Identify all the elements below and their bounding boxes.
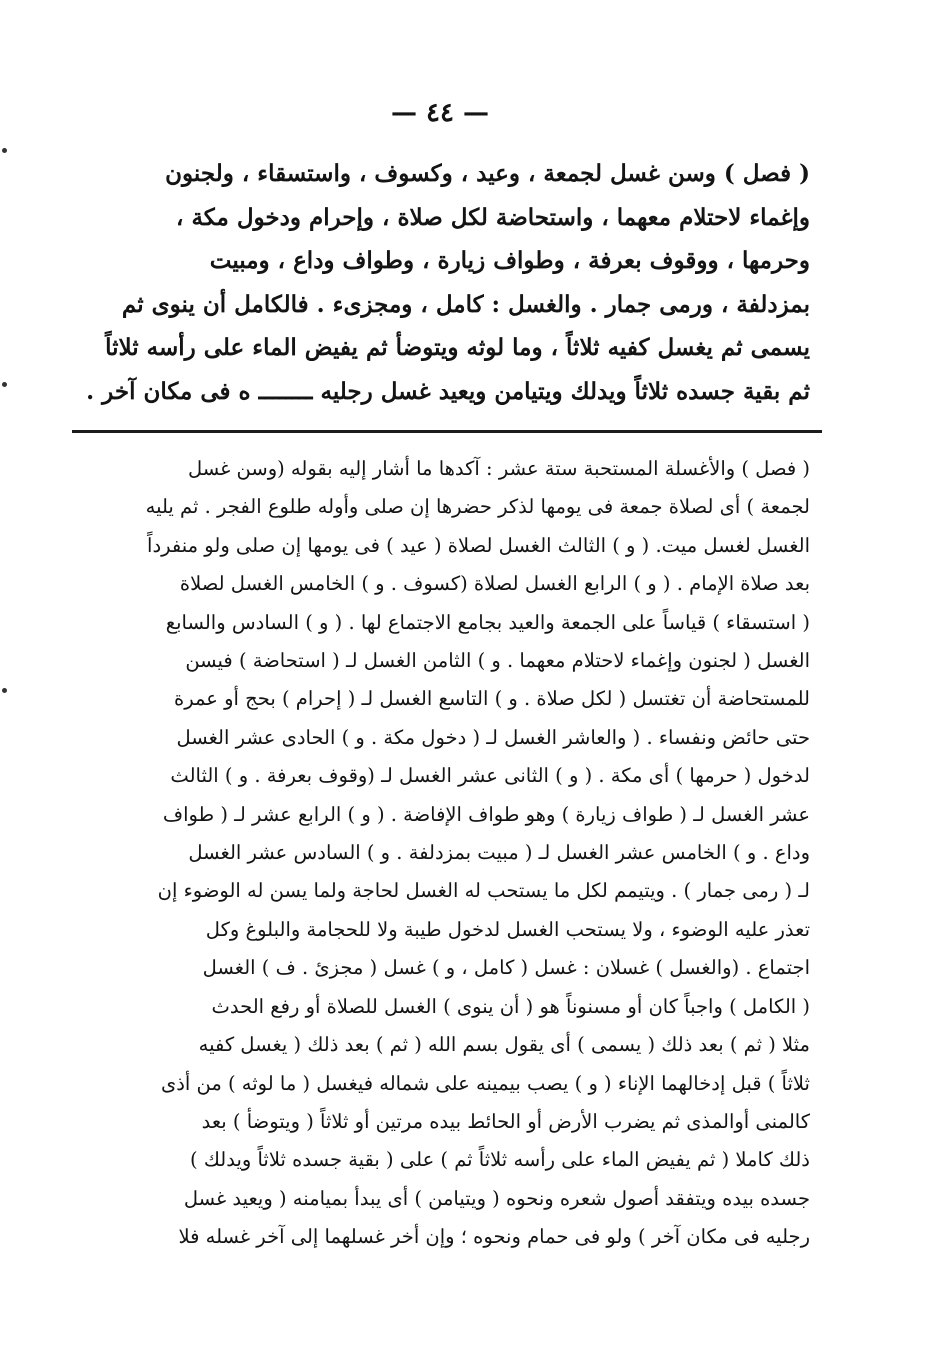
main-text-line: يسمى ثم يغسل كفيه ثلاثاً ، وما لوثه ويتوضأ ثم يفيض الماء على رأسه ثلاثاً — [105, 334, 810, 361]
commentary-line: ثلاثاً ) قبل إدخالهما الإناء ( و ) يصب بيمينه على شماله فيغسل ( ما لوثه ) من أذى — [160, 1071, 810, 1095]
page-number: — ٤٤ — — [390, 98, 490, 128]
margin-mark — [2, 382, 7, 387]
commentary-line: لـ ( رمى جمار ) . ويتيمم لكل ما يستحب له الغسل لحاجة ولما يسن له الوضوء إن — [157, 879, 810, 903]
commentary-line: جسده بيده ويتفقد أصول شعره ونحوه ( ويتيامن ) أى يبدأ بميامنه ( ويعيد غسل — [183, 1186, 810, 1210]
commentary-line: الغسل ( لجنون وإغماء لاحتلام معهما . و ) الثامن الغسل لـ ( استحاضة ) فيسن — [185, 649, 810, 673]
commentary-line: لجمعة ) أى لصلاة جمعة فى يومها لذكر حضرها إن صلى وأوله طلوع الفجر . ثم يليه — [145, 495, 810, 519]
section-divider — [72, 430, 822, 433]
commentary-line: وداع . و ) الخامس عشر الغسل لـ ( مبيت بمزدلفة . و ) السادس عشر الغسل — [188, 841, 810, 865]
commentary-block — [78, 450, 810, 1257]
commentary-line: ( فصل ) والأغسلة المستحبة ستة عشر : آكدها ما أشار إليه بقوله (وسن غسل — [187, 457, 810, 480]
main-text-line: ( فصل ) وسن غسل لجمعة ، وعيد ، وكسوف ، واستسقاء ، ولجنون — [165, 160, 810, 187]
main-text-block — [78, 152, 810, 413]
commentary-line: للمستحاضة أن تغتسل ( لكل صلاة . و ) التاسع الغسل لـ ( إحرام ) بحج أو عمرة — [174, 687, 810, 711]
commentary-line: عشر الغسل لـ ( طواف زيارة ) وهو طواف الإفاضة . ( و ) الرابع عشر لـ ( طواف — [162, 802, 810, 826]
commentary-line: مثلا ( ثم ) بعد ذلك ( يسمى ) أى يقول بسم الله ( ثم ) بعد ذلك ( يغسل كفيه — [198, 1033, 810, 1057]
commentary-line: اجتماع . (والغسل ) غسلان : غسل ( كامل ، و ) غسل ( مجزئ . ف ) الغسل — [202, 956, 810, 980]
commentary-line: ذلك كاملا ( ثم يفيض الماء على رأسه ثلاثاً ثم ) على ( بقية جسده ثلاثاً ويدلك ) — [190, 1148, 810, 1172]
main-text-line: وحرمها ، ووقوف بعرفة ، وطواف زيارة ، وطواف وداع ، ومبيت — [209, 247, 810, 274]
margin-mark — [2, 688, 7, 693]
commentary-line: كالمنى أوالمذى ثم يضرب الأرض أو الحائط بيده مرتين أو ثلاثاً ( ويتوضأ ) بعد — [201, 1109, 810, 1133]
commentary-line: حتى حائض ونفساء . ( والعاشر الغسل لـ ( دخول مكة . و ) الحادى عشر الغسل — [176, 725, 810, 749]
commentary-line: بعد صلاة الإمام . ( و ) الرابع الغسل لصلاة (كسوف . و ) الخامس الغسل لصلاة — [179, 572, 810, 596]
margin-mark — [2, 148, 7, 153]
main-text-line: ثم بقية جسده ثلاثاً ويدلك ويتيامن ويعيد غسل رجليه ــــــــ ه فى مكان آخر . — [86, 377, 810, 405]
commentary-line: الغسل لغسل ميت. ( و ) الثالث الغسل لصلاة ( عيد ) فى يومها إن صلى ولو منفرداً — [147, 533, 810, 557]
commentary-line: لدخول ( حرمها ) أى مكة . ( و ) الثانى عشر الغسل لـ (وقوف بعرفة . و ) الثالث — [170, 764, 810, 788]
main-text-line: بمزدلفة ، ورمى جمار . والغسل : كامل ، ومجزىء . فالكامل أن ينوى ثم — [121, 290, 810, 318]
commentary-line: تعذر عليه الوضوء ، ولا يستحب الغسل لدخول طيبة ولا للحجامة والبلوغ وكل — [205, 917, 810, 941]
commentary-line: ( استسقاء ) قياساً على الجمعة والعيد بجامع الاجتماع لها . ( و ) السادس والسابع — [165, 610, 810, 634]
commentary-line: ( الكامل ) واجباً كان أو مسنوناً هو ( أن ينوى ) الغسل للصلاة أو رفع الحدث — [211, 994, 810, 1018]
main-text-line: وإغماء لاحتلام معهما ، واستحاضة لكل صلاة ، وإحرام ودخول مكة ، — [176, 203, 810, 231]
commentary-line: رجليه فى مكان آخر ) ولو فى حمام ونحوه ؛ وإن أخر غسلهما إلى آخر غسله فلا — [178, 1225, 810, 1249]
